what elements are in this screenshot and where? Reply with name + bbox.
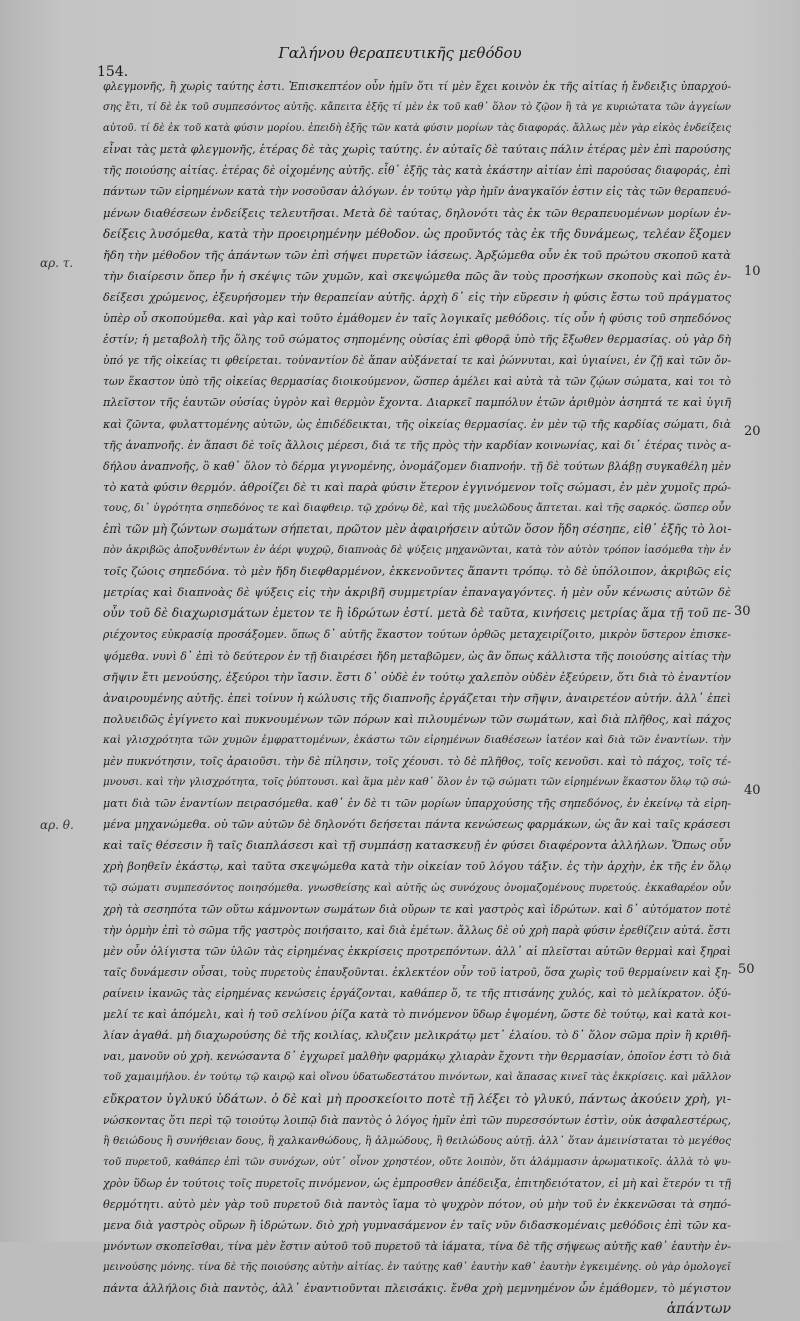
text-line: θερμότητι. αὐτὸ μὲν γὰρ τοῦ πυρετοῦ διὰ παντὸς ἴαμα τὸ ψυχρὸν πότον, οὐ μὴν τοῦ ἐν ἐκκενῶσαι τὰ σηπό- <box>103 1197 731 1211</box>
text-line: δήλου ἀναπνοῆς, ὃ καθ᾽ ὅλον τὸ δέρμα γιγνομένης, ὀνομάζομεν διαπνοήν. τῇ δὲ τούτων βλάβῃ συγκαθέλη μὲν <box>103 459 731 473</box>
text-line: ραίνειν ἱκανῶς τὰς εἰρημένας κενώσεις ἐργάζονται, καθάπερ ὅ, τε τῆς πτισάνης χυλός, καὶ τὸ μελίκρατον. ὀξύ- <box>103 987 731 1001</box>
margin-line-number: 20 <box>744 424 761 439</box>
text-line: μένων διαθέσεων ἐνδείξεις τελευτῆσαι. Μετὰ δὲ ταύτας, δηλονότι τὰς ἐκ τῶν θεραπευομένων μορίων ἐν- <box>103 205 731 220</box>
text-line: ἁπάντων <box>666 1301 731 1318</box>
text-line: σης ἔτι, τί δὲ ἐκ τοῦ συμπεσόντος αὐτῆς. κἄπειτα ἑξῆς τί μὲν ἐκ τοῦ καθ᾽ ὅλον τὸ ζῷον ἢ τὰ γε κυριώτατα τῶν ἀγγείων <box>103 102 731 114</box>
text-line: χρὴ τὰ σεσηπότα τῶν οὕτω κάμνοντων σωμάτων διὰ οὔρων τε καὶ γαστρὸς καὶ ἱδρώτων. καὶ δ᾽ αὐτόματον ποτὲ <box>103 902 731 916</box>
text-line: πάντων τῶν εἰρημένων κατὰ τὴν νοσοῦσαν ἀλόγων. ἐν τούτῳ γὰρ ἡμῖν ἀναγκαῖόν ἐστιν εἰς τὰς τῶν θεραπευό- <box>103 185 731 199</box>
text-line: ἐστίν; ἡ μεταβολὴ τῆς ὅλης τοῦ σώματος σηπομένης οὐσίας ἐπὶ φθορᾷ ὑπὸ τῆς ἔξωθεν θερμασίας. οὐ γὰρ δὴ <box>103 333 731 347</box>
running-head: Γαλήνου θεραπευτικῆς μεθόδου <box>278 44 522 62</box>
text-line: ναι, μανοῦν οὐ χρὴ. κενώσαντα δ᾽ ἐγχωρεῖ μαλθὴν φαρμάκῳ χλιαρὰν ἔχοντι τὴν θερμασίαν, ὁποῖον ἐστι τὸ διὰ <box>103 1050 731 1064</box>
text-line: σῆψιν ἔτι μενούσης, ἐξεύροι τὴν ἴασιν. ἔστι δ᾽ οὐδὲ ἐν τούτῳ χαλεπὸν οὐδὲν ἐξεύρειν, ὅτι διὰ τὸ ἐναντίον <box>103 669 731 684</box>
text-line: ταῖς δυνάμεσιν οὖσαι, τοὺς πυρετοὺς ἐπαυξοῦνται. ἐκλεκτέον οὖν τοῦ ἰατροῦ, ὅσα χωρὶς τοῦ θερμαίνειν καὶ ξη- <box>103 965 731 979</box>
text-line: πολυειδῶς ἐγίγνετο καὶ πυκνουμένων τῶν πόρων καὶ πιλουμένων τῶν σωμάτων, καὶ διὰ πλῆθος, καὶ πάχος <box>103 712 731 726</box>
text-line: μενα διὰ γαστρὸς οὔρων ἢ ἱδρώτων. διὸ χρὴ γυμνασάμενον ἐν ταῖς νῦν διδασκομέναις μεθόδοις ἐπὶ τῶν κα- <box>103 1219 731 1233</box>
margin-note: αρ. τ. <box>40 256 74 270</box>
margin-line-number: 10 <box>744 264 761 279</box>
text-line: μελί τε καὶ ἀπόμελι, καὶ ἡ τοῦ σελίνου ῥίζα κατὰ τὸ πινόμενον ὕδωρ ἑψομένη, ὥστε δὲ τούτῳ, καὶ κατὰ κοι- <box>103 1008 731 1022</box>
text-line: ἤδη τὴν μέθοδον τῆς ἁπάντων τῶν ἐπὶ σήψει πυρετῶν ἰάσεως. Ἀρξώμεθα οὖν ἐκ τοῦ πρώτου σκοποῦ κατὰ <box>103 247 731 262</box>
text-line: τῆς ποιούσης αἰτίας. ἑτέρας δὲ οἰχομένης αὐτῆς. εἶθ᾽ ἑξῆς τὰς κατὰ ἑκάστην αἰτίαν ἐπὶ παρούσας διαφοράς, ἐπὶ <box>103 164 731 178</box>
text-line: των ἕκαστον ὑπὸ τῆς οἰκείας θερμασίας διοικούμενον, ὥσπερ ἀμέλει καὶ αὐτὰ τὰ τῶν ζῴων σώματα, καὶ τοι τὸ <box>103 375 731 389</box>
text-line: δείξεις λυσόμεθα, κατὰ τὴν προειρημένην μέθοδον. ὡς προῦντός τὰς ἐκ τῆς δυνάμεως, τελέαν ἕξομεν <box>103 226 731 241</box>
text-line: τῆς ἀναπνοῆς. ἐν ἅπασι δὲ τοῖς ἄλλοις μέρεσι, διά τε τῆς πρὸς τὴν καρδίαν κοινωνίας, καὶ δι᾽ ἑτέρας τινὸς α- <box>103 438 731 452</box>
margin-note: αρ. θ. <box>40 818 74 832</box>
text-line: νώσκοντας ὅτι περὶ τῷ τοιούτῳ λοιπῷ διὰ παντὸς ὁ λόγος ἡμῖν ἐπὶ τῶν πυρεσσόντων ἐστὶν, οὐκ ἀσφαλεστέρως, <box>103 1113 731 1127</box>
text-line: ἀναιρουμένης αὐτῆς. ἐπεὶ τοίνυν ἡ κώλυσις τῆς διαπνοῆς ἐργάζεται τὴν σῆψιν, ἀναιρετέον αὐτήν. ἀλλ᾽ ἐπεὶ <box>103 691 731 705</box>
text-line: καὶ ζῶντα, φυλαττομένης αὐτῶν, ὡς ἐπιδέδεικται, τῆς οἰκείας θερμασίας. ἐν μὲν τῷ τῆς καρδίας σώματι, διὰ <box>103 417 731 431</box>
text-line: πάντα ἀλλήλοις διὰ παντὸς, ἀλλ᾽ ἐναντιοῦνται πλεισάκις. ἔνθα χρὴ μεμνημένον ὧν ἐμάθομεν, τὸ μέγιστον <box>103 1282 731 1296</box>
text-line: ψόμεθα. νυνὶ δ᾽ ἐπὶ τὸ δεύτερον ἐν τῇ διαιρέσει ἤδη μεταβῶμεν, ὡς ἂν ὅπως κάλλιστα τῆς ποιούσης αἰτίας τὴν <box>103 649 731 663</box>
text-line: δείξεσι χρώμενος, ἐξευρήσομεν τὴν θεραπείαν αὐτῆς. ἀρχὴ δ᾽ εἰς τὴν εὕρεσιν ἡ φύσις ἔστω τοῦ πράγματος <box>103 290 731 304</box>
text-line: μνόντων σκοπεῖσθαι, τίνα μὲν ἔστιν αὐτοῦ τοῦ πυρετοῦ τὰ ἰάματα, τίνα δὲ τῆς σήψεως αὐτῆς καθ᾽ ἑαυτὴν ἐν- <box>103 1240 731 1254</box>
margin-line-number: 30 <box>734 604 751 619</box>
page-number: 154. <box>97 64 129 80</box>
text-line: πλεῖστον τῆς ἑαυτῶν οὐσίας ὑγρὸν καὶ θερμὸν ἔχοντα. Διαρκεῖ παμπόλυν ἐτῶν ἀριθμὸν ἀσηπτά τε καὶ ὑγιῆ <box>103 396 731 410</box>
text-line: τοῦ πυρετοῦ, καθάπερ ἐπὶ τῶν συνόχων, οὐτ᾽ οἶνον χρηστέον, οὔτε λοιπὸν, ὅτι ἀλάμμασιν ἀρωματικοῖς. ἀλλὰ τὸ ψυ- <box>103 1155 731 1168</box>
text-line: λίαν ἀγαθά. μὴ διαχωρούσης δὲ τῆς κοιλίας, κλυζειν μελικράτῳ μετ᾽ ἐλαίου. τὸ δ᾽ ὅλον σῶμα πρὶν ἢ κριθῆ- <box>103 1029 731 1043</box>
text-line: εἶναι τὰς μετὰ φλεγμονῆς, ἑτέρας δὲ τὰς χωρὶς ταύτης. ἐν αὐταῖς δὲ ταύταις πάλιν ἑτέρας μὲν ἐπὶ παρούσης <box>103 143 731 157</box>
text-line: μὲν οὖν ὀλίγιστα τῶν ὑλῶν τὰς εἰρημένας ἐκκρίσεις προτρεπόντων. ἀλλ᾽ αἱ πλεῖσται αὐτῶν θερμαὶ καὶ ξηραὶ <box>103 944 731 958</box>
text-line: ἢ θειώδους ἢ συνήθειαν δους, ἢ χαλκανθώδους, ἢ ἀλμώδους, ἢ θειλώδους αὐτῇ. ἀλλ᾽ ὅταν ἀμεινίσταται τὸ μεγέθος <box>103 1134 731 1147</box>
text-line: τοῦ χαμαιμήλου. ἐν τούτῳ τῷ καιρῷ καὶ οἴνου ὑδατωδεστάτου πινόντων, καὶ ἅπασας κινεῖ τὰς ἐκκρίσεις. καὶ μᾶλλον <box>103 1071 731 1084</box>
text-line: πὸν ἀκριβῶς ἀποξυνθέντων ἐν ἀέρι ψυχρῷ, διαπνοὰς δὲ ψύξεις μηχανῶνται, κατὰ τὸν αὐτὸν τρόπον ἰασόμεθα τὴν ἐν <box>103 544 731 557</box>
text-line: εὔκρατον ὑγλυκύ ὑδάτων. ὁ δὲ καὶ μὴ προσκείοιτο ποτὲ τῇ λέξει τὸ γλυκύ, πάντως ἀκούειν χρὴ, γι- <box>103 1091 731 1106</box>
text-line: μένα μηχανώμεθα. οὐ τῶν αὐτῶν δὲ δηλονότι δεήσεται πάντα κενώσεως φαρμάκων, ὡς ἂν καὶ ταῖς κράσεσι <box>103 818 731 832</box>
text-line: οὖν τοῦ δὲ διαχωρισμάτων ἐμετον τε ἢ ἱδρώτων ἐστί. μετὰ δὲ ταῦτα, κινήσεις μετρίας ἅμα τῇ τοῦ πε- <box>103 606 731 621</box>
margin-line-number: 50 <box>738 962 755 977</box>
text-line: μνουσι. καὶ τὴν γλισχρότητα, τοῖς ῥύπτουσι. καὶ ἅμα μὲν καθ᾽ ὅλον ἐν τῷ σώματι τῶν εἰρημένων ἕκαστον ὅλῳ τῷ σώ- <box>103 776 731 789</box>
text-line: τὸ κατὰ φύσιν θερμόν. ἀθροίζει δὲ τι καὶ παρὰ φύσιν ἕτερον ἐγγινόμενον τοῖς σώμασι, ἐν μὲν χυμοῖς πρώ- <box>103 479 731 494</box>
text-line: φλεγμονῆς, ἢ χωρὶς ταύτης ἐστι. Ἐπισκεπτέον οὖν ἡμῖν ὅτι τί μὲν ἔχει κοινὸν ἐκ τῆς αἰτίας ἡ ἔνδειξις ὑπαρχού- <box>103 80 731 93</box>
text-line: τὴν διαίρεσιν ὅπερ ἦν ἡ σκέψις τῶν χυμῶν, καὶ σκεψώμεθα πῶς ἂν τοὺς προσήκων σκοποὺς καὶ πῶς ἐν- <box>103 268 731 283</box>
text-line: ὑπὲρ οὗ σκοπούμεθα. καὶ γὰρ καὶ τοῦτο ἐμάθομεν ἐν ταῖς λογικαῖς μεθόδοις. τίς οὖν ἡ φύσις τοῦ σηπεδόνος <box>103 312 731 326</box>
body-text <box>103 76 731 1321</box>
text-line: καὶ ταῖς θέσεσιν ἢ ταῖς διαπλάσεσι καὶ τῇ συμπάσῃ κατασκευῇ ἐν φύσει διαφέροντα ἀλλήλων. Ὅπως οὖν <box>103 838 731 853</box>
text-line: τοῖς ζώοις σηπεδόνα. τὸ μὲν ἤδη διεφθαρμένον, ἐκκενοῦντες ἅπαντι τρόπῳ. τὸ δὲ ὑπόλοιπον, ἀκριβῶς εἰς <box>103 564 731 579</box>
text-line: μετρίας καὶ διαπνοὰς δὲ ψύξεις εἰς τὴν ἀκριβῆ συμμετρίαν ἐπαναγαγόντες. ἡ μὲν οὖν κένωσις αὐτῶν δὲ <box>103 585 731 600</box>
text-line: τὴν ὁρμὴν ἐπὶ τὸ σῶμα τῆς γαστρὸς ποιήσαιτο, καὶ διὰ ἐμέτων. ἄλλως δὲ οὐ χρὴ παρὰ φύσιν ἐρεθίζειν αὐτά. ἔστι <box>103 923 731 937</box>
text-line: ριέχοντος εὐκρασίᾳ προσάξομεν. ὅπως δ᾽ αὐτῆς ἕκαστον τούτων ὀρθῶς μεταχειρίζοιτο, μικρὸν ὕστερον ἐπισκε- <box>103 628 731 642</box>
text-line: ματι διὰ τῶν ἐναντίων πειρασόμεθα. καθ᾽ ἐν δὲ τι τῶν μορίων ὑπαρχούσης τῆς σηπεδόνος, ἐν ἐκείνῳ τὰ εἰρη- <box>103 797 731 811</box>
text-line: χρὸν ὕδωρ ἐν τούτοις τοῖς πυρετοῖς πινόμενον, ὡς ἐμπροσθεν ἀπέδειξα, ἐπιτηδειότατον, εἰ μὴ καὶ ἕτερόν τι τῇ <box>103 1176 731 1190</box>
text-line: τους, δι᾽ ὑγρότητα σηπεδόνος τε καὶ διαφθειρ. τῷ χρόνῳ δὲ, καὶ τῆς μυελῶδους ἄπτεται. καὶ τῆς σαρκός. ὥσπερ οὖν <box>103 501 731 514</box>
margin-line-number: 40 <box>744 783 761 798</box>
text-line: ἐπὶ τῶν μὴ ζώντων σωμάτων σήπεται, πρῶτον μὲν ἀφαιρήσειν αὐτῶν ὅσον ἤδη σέσηπε, εἰθ᾽ ἑξῆς τὸ λοι- <box>103 521 731 536</box>
text-line: χρὴ βοηθεῖν ἑκάστῳ, καὶ ταῦτα σκεψώμεθα κατὰ τὴν οἰκείαν τοῦ λόγου τάξιν. ἐς τὴν ἀρχὴν, ἐκ τῆς ἐν ὅλῳ <box>103 860 731 874</box>
text-line: αὐτοῦ. τί δὲ ἐκ τοῦ κατὰ φύσιν μορίου. ἐπειδὴ ἑξῆς τῶν κατὰ φύσιν μορίων τὰς διαφοράς. ἄλλως μὲν γὰρ εἰκὸς ἐνδείξεις <box>103 123 731 135</box>
text-line: καὶ γλισχρότητα τῶν χυμῶν ἐμφραττομένων, ἑκάστω τῶν εἰρημένων διαθέσεων ἰατέον καὶ διὰ τῶν ἐναντίων. τὴν <box>103 733 731 746</box>
text-line: μὲν πυκνότησιν, τοῖς ἀραιοῦσι. τὴν δὲ πίλησιν, τοῖς χέουσι. τὸ δὲ πλῆθος, τοῖς κενοῦσι. καὶ τὸ πάχος, τοῖς τέ- <box>103 755 731 768</box>
text-line: ὑπό γε τῆς οἰκείας τι φθείρεται. τοὐναντίον δὲ ἅπαν αὐξάνεταί τε καὶ ῥώννυται, καὶ ὑγιαίνει, ἐν ζῇ καὶ τῶν ὄν- <box>103 354 731 368</box>
text-line: τῷ σώματι συμπεσόντος ποιησόμεθα. γνωσθείσης καὶ αὐτῆς ὡς συνόχους ὀνομαζομένους πυρετούς. ἐκκαθαρέον οὖν <box>103 881 731 894</box>
text-line: μεινούσης μόνης. τίνα δὲ τῆς ποιούσης αὐτὴν αἰτίας. ἐν ταύτῃς καθ᾽ ἑαυτὴν καθ᾽ ἑαυτὴν ἐγκειμένης. οὐ γὰρ ὁμολογεῖ <box>103 1261 731 1274</box>
